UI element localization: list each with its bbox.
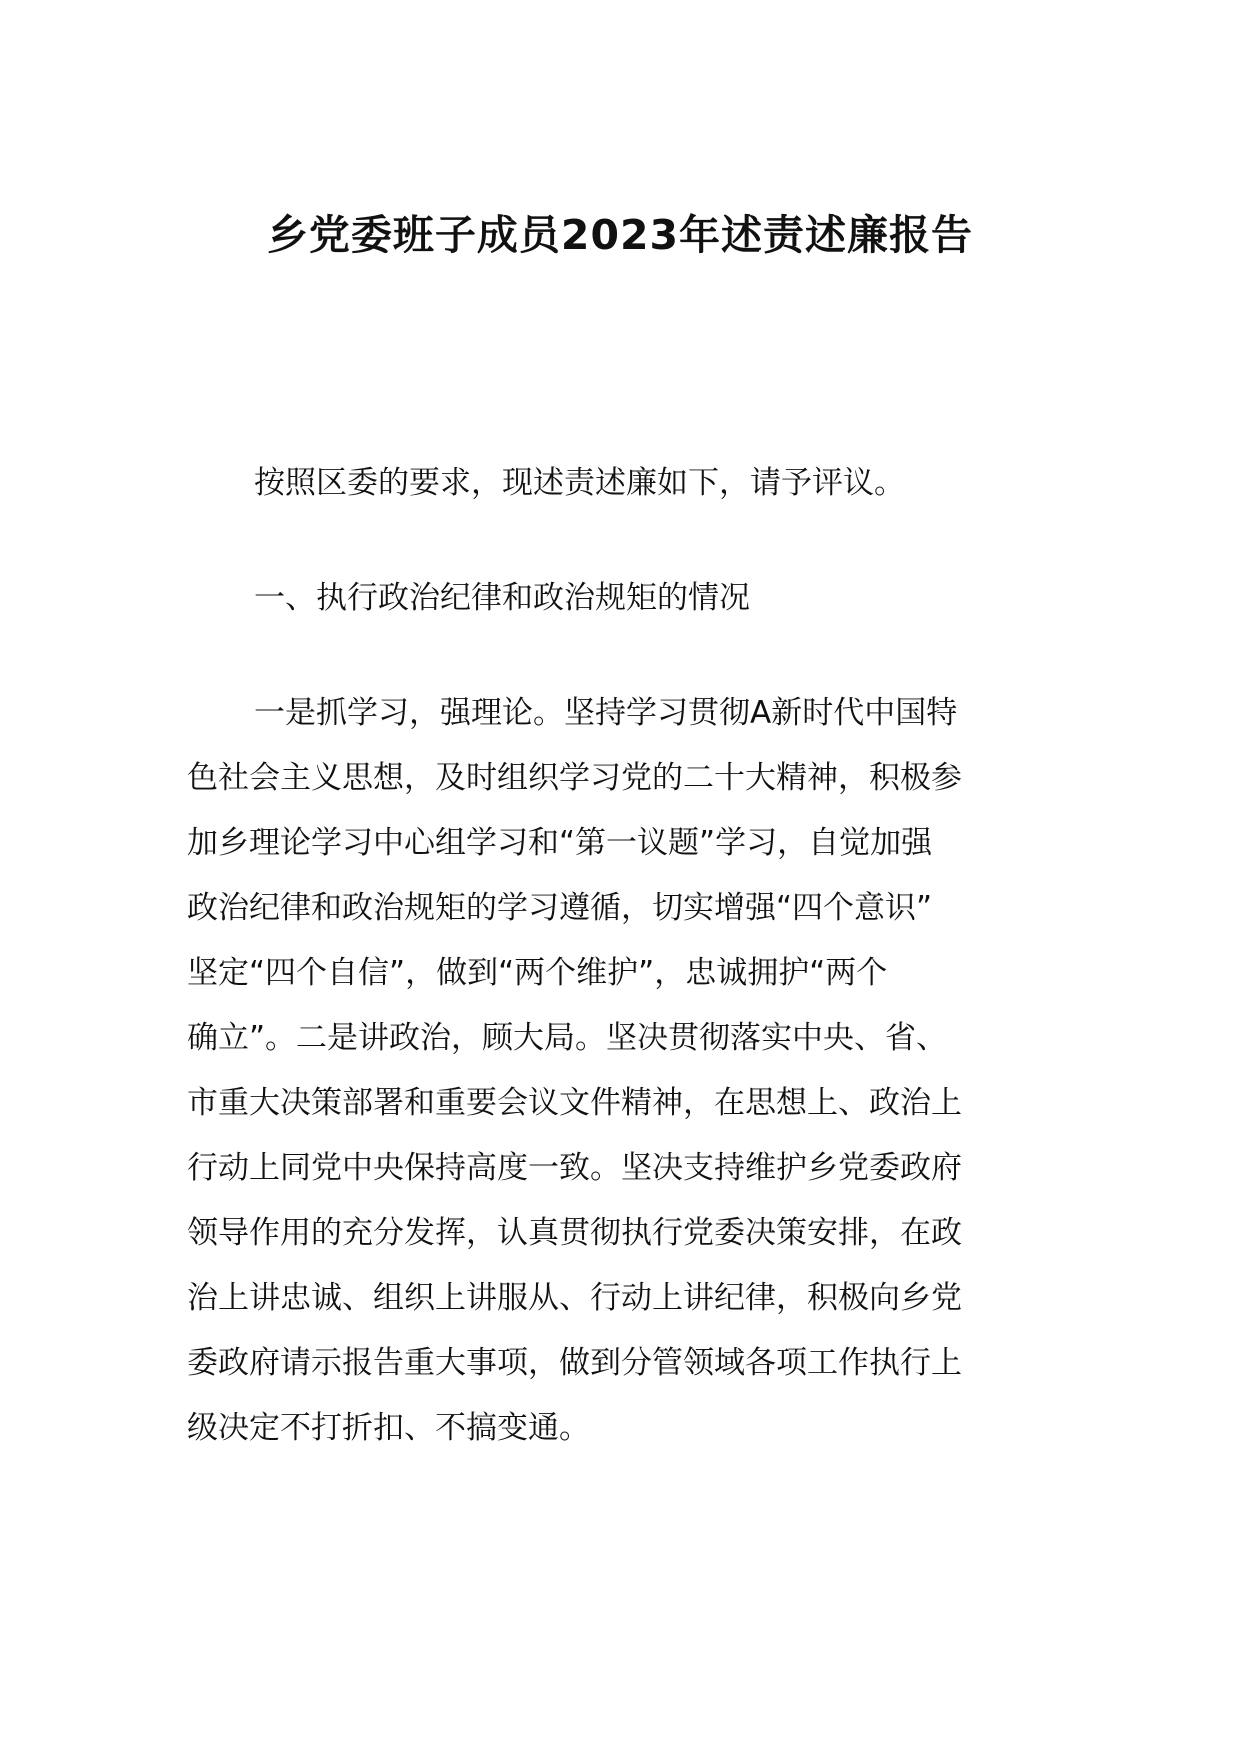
paragraph-line: 坚定“四个自信”，做到“两个维护”，忠诚拥护“两个 xyxy=(187,955,888,991)
paragraph-line: 行动上同党中央保持高度一致。坚决支持维护乡党委政府 xyxy=(187,1150,962,1186)
paragraph-line: 政治纪律和政治规矩的学习遵循，切实增强“四个意识” xyxy=(187,890,933,926)
section-heading: 一、执行政治纪律和政治规矩的情况 xyxy=(254,580,750,616)
paragraph-line: 级决定不打折扣、不搞变通。 xyxy=(187,1410,590,1446)
paragraph-line: 市重大决策部署和重要会议文件精神，在思想上、政治上 xyxy=(187,1085,962,1121)
paragraph-line: 一是抓学习，强理论。坚持学习贯彻A新时代中国特 xyxy=(254,695,958,731)
intro-paragraph: 按照区委的要求，现述责述廉如下，请予评议。 xyxy=(254,465,905,501)
paragraph-line: 领导作用的充分发挥，认真贯彻执行党委决策安排，在政 xyxy=(187,1215,962,1251)
paragraph-line: 确立”。二是讲政治，顾大局。坚决贯彻落实中央、省、 xyxy=(187,1020,948,1056)
paragraph-line: 委政府请示报告重大事项，做到分管领域各项工作执行上 xyxy=(187,1345,962,1381)
paragraph-line: 加乡理论学习中心组学习和“第一议题”学习，自觉加强 xyxy=(187,825,933,861)
paragraph-line: 治上讲忠诚、组织上讲服从、行动上讲纪律，积极向乡党 xyxy=(187,1280,962,1316)
paragraph-line: 色社会主义思想，及时组织学习党的二十大精神，积极参 xyxy=(187,760,962,796)
document-title: 乡党委班子成员2023年述责述廉报告 xyxy=(266,211,974,259)
